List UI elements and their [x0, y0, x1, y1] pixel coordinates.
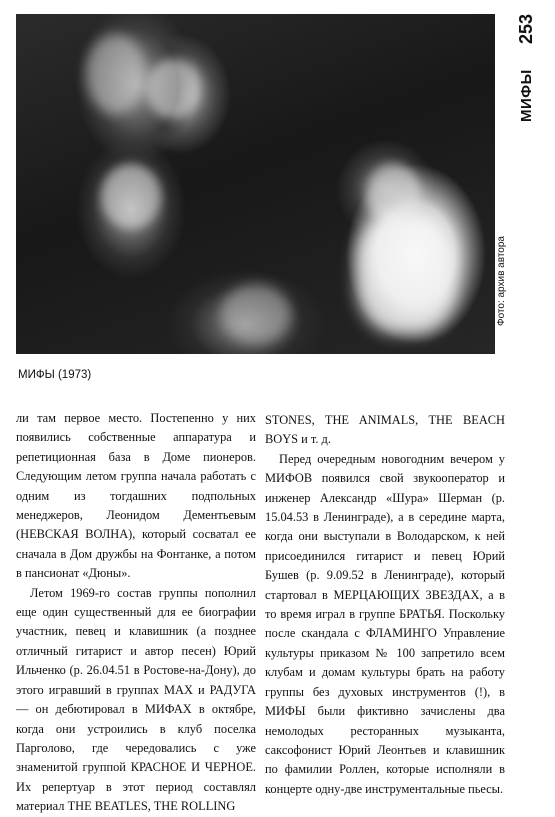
- band-member-figure: [86, 34, 146, 114]
- photo-credit: Фото: архив автора: [496, 236, 507, 327]
- paragraph: ли там первое место. Постепенно у них появились собственные аппаратура и репетиционная база в Доме пионеров. Следующим летом группа начала работать с одним из тогдашних подпольных менеджеров, Леонидом Дементьевым (НЕВСКАЯ ВОЛНА), который сосватал ее сначала в Дом дружбы на Фонтанке, а потом в пансионат «Дюны».: [16, 411, 256, 581]
- left-column: [16, 409, 256, 817]
- paragraph: Летом 1969-го состав группы пополнил еще один существенный для ее биографии участник, певец и клавишник (а позднее отличный гитарист и автор песен) Юрий Ильченко (р. 26.04.51 в Ростове-на-Дону), до этого игравший в группах МАХ и РАДУГА — он дебютировал в МИФАХ в октябре, когда они устроились в клуб поселка Парголово, где чередовались с уже знаменитой группой КРАСНОЕ И ЧЕРНОЕ. Их репертуар в этот период составлял материал THE BEATLES, THE ROLLING: [16, 585, 256, 814]
- band-member-figure: [356, 214, 456, 334]
- paragraph: STONES, THE ANIMALS, THE BEACH BOYS и т. д.: [265, 413, 505, 447]
- page-number: 253: [516, 14, 536, 45]
- band-member-figure: [221, 284, 291, 344]
- photo-caption: МИФЫ (1973): [18, 369, 92, 381]
- band-member-figure: [101, 164, 161, 229]
- running-head-title: МИФЫ: [518, 69, 535, 122]
- band-photo: [16, 14, 495, 354]
- paragraph: Перед очередным новогодним вечером у МИФОВ появился свой звукооператор и инженер Александр «Шура» Шерман (р. 15.04.53 в Ленинграде), а в середине марта, когда они выступали в Володарском, к ней присоединился гитарист и певец Юрий Бушев (р. 9.09.52 в Ленинграде), который стартовал в МЕРЦАЮЩИХ ЗВЕЗДАХ, а в то время играл в группе БРАТЬЯ. Поскольку после скандала с ФЛАМИНГО Управление культуры приказом № 100 запретило всем клубам и домам культуры брать на работу группы без духовых инструментов (!), в МИФЫ были фиктивно зачислены два немолодых ресторанных музыканта, саксофонист Юрий Леонтьев и клавишник по фамилии Роллен, которые исполняли в концерте одну-две инструментальные пьесы.: [265, 451, 505, 796]
- band-member-figure: [146, 59, 201, 119]
- right-column: [265, 411, 505, 799]
- running-head: [516, 12, 537, 122]
